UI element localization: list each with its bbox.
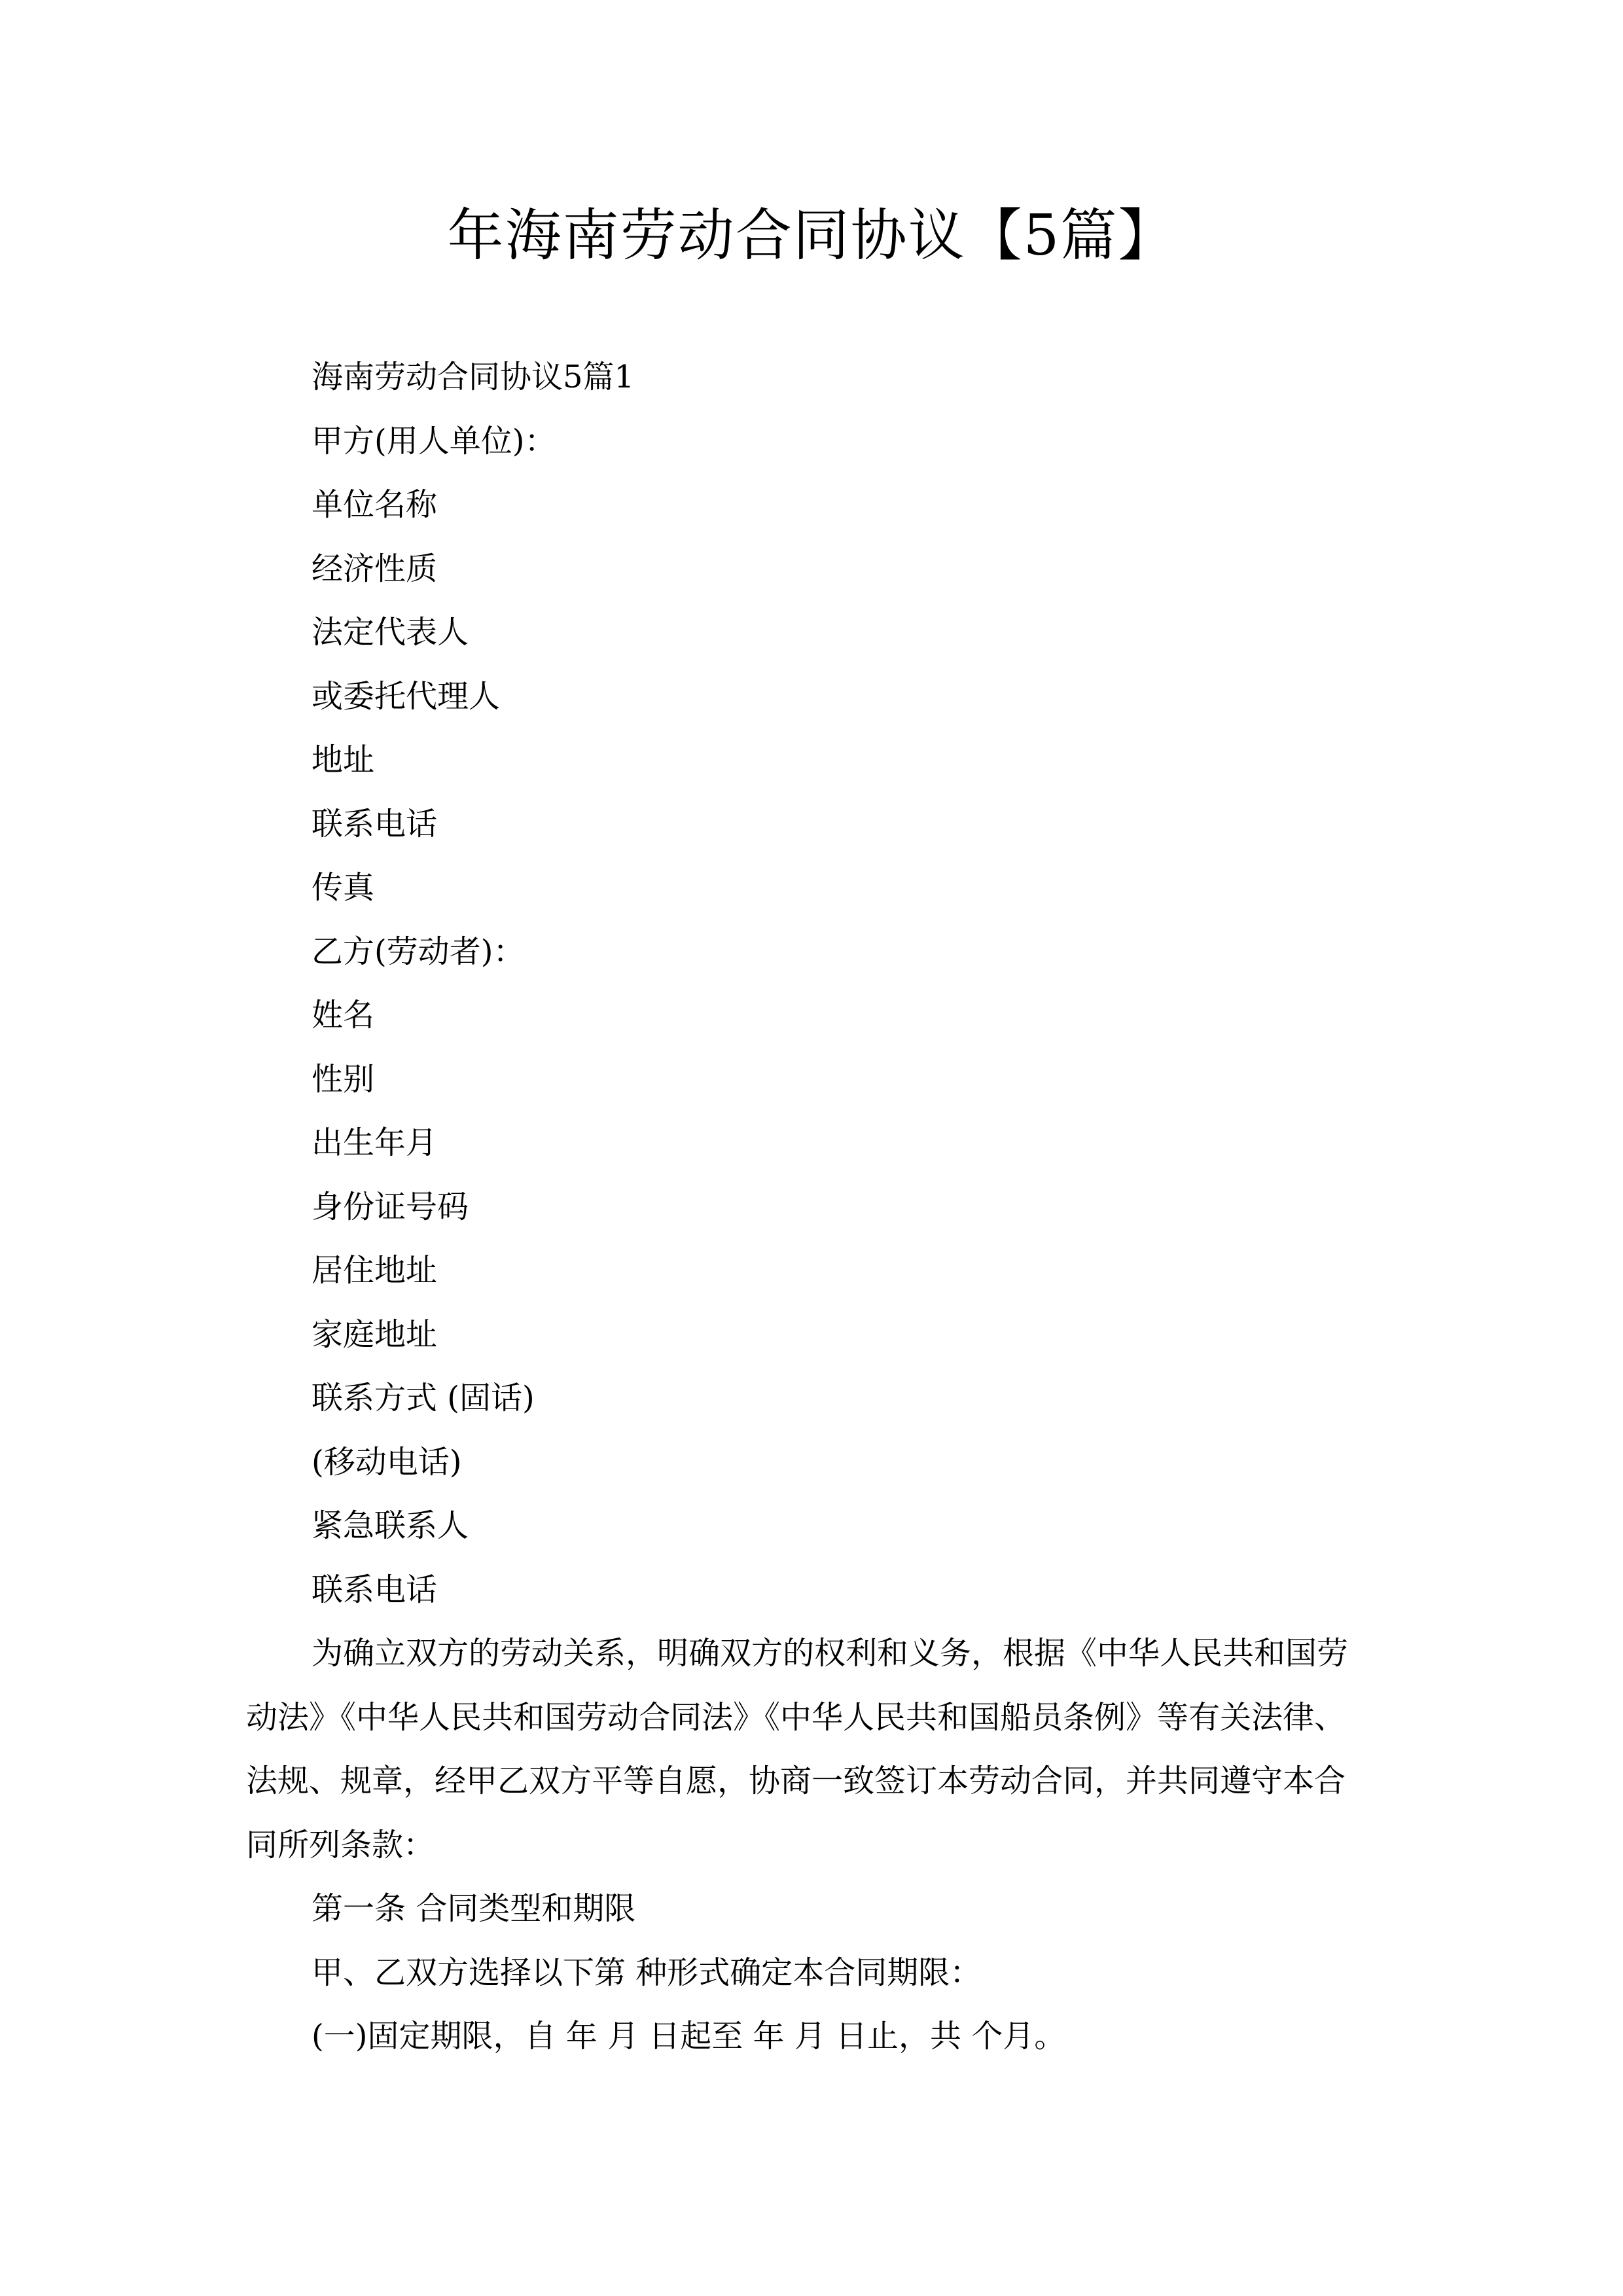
text-line: 紧急联系人: [312, 1507, 469, 1544]
document-title: 年海南劳动合同协议【5篇】: [447, 203, 1176, 268]
text-line: 地址: [312, 742, 375, 778]
text-line: 海南劳动合同协议5篇1: [312, 359, 635, 395]
text-line: 动法》《中华人民共和国劳动合同法》《中华人民共和国船员条例》等有关法律、: [246, 1698, 1346, 1736]
text-line: 居住地址: [312, 1252, 438, 1289]
document-body: [246, 346, 1411, 2069]
text-line: (一)固定期限，自 年 月 日起至 年 月 日止，共 个月。: [312, 2018, 1066, 2054]
text-line: 身份证号码: [312, 1188, 469, 1225]
text-line: 甲方(用人单位)：: [312, 422, 556, 459]
text-line: 甲、乙双方选择以下第 种形式确定本合同期限：: [312, 1954, 982, 1991]
text-line: 单位名称: [312, 486, 438, 523]
text-line: 联系方式 (固话): [312, 1380, 535, 1416]
text-line: 为确立双方的劳动关系，明确双方的权利和义务，根据《中华人民共和国劳: [312, 1635, 1349, 1672]
text-line: 第一条 合同类型和期限: [312, 1890, 636, 1927]
text-line: 出生年月: [312, 1124, 438, 1161]
text-line: 联系电话: [312, 805, 438, 842]
text-line: 乙方(劳动者)：: [312, 933, 525, 970]
text-line: 法定代表人: [312, 614, 469, 651]
text-line: 传真: [312, 869, 375, 906]
text-line: 联系电话: [312, 1571, 438, 1608]
text-line: 或委托代理人: [312, 677, 501, 715]
text-line: (移动电话): [312, 1443, 462, 1480]
text-line: 姓名: [312, 997, 375, 1033]
text-line: 法规、规章，经甲乙双方平等自愿，协商一致签订本劳动合同，并共同遵守本合: [246, 1763, 1346, 1799]
text-line: 同所列条款：: [246, 1826, 435, 1863]
text-line: 经济性质: [312, 550, 438, 587]
text-line: 性别: [312, 1060, 375, 1098]
text-line: 家庭地址: [312, 1316, 438, 1353]
